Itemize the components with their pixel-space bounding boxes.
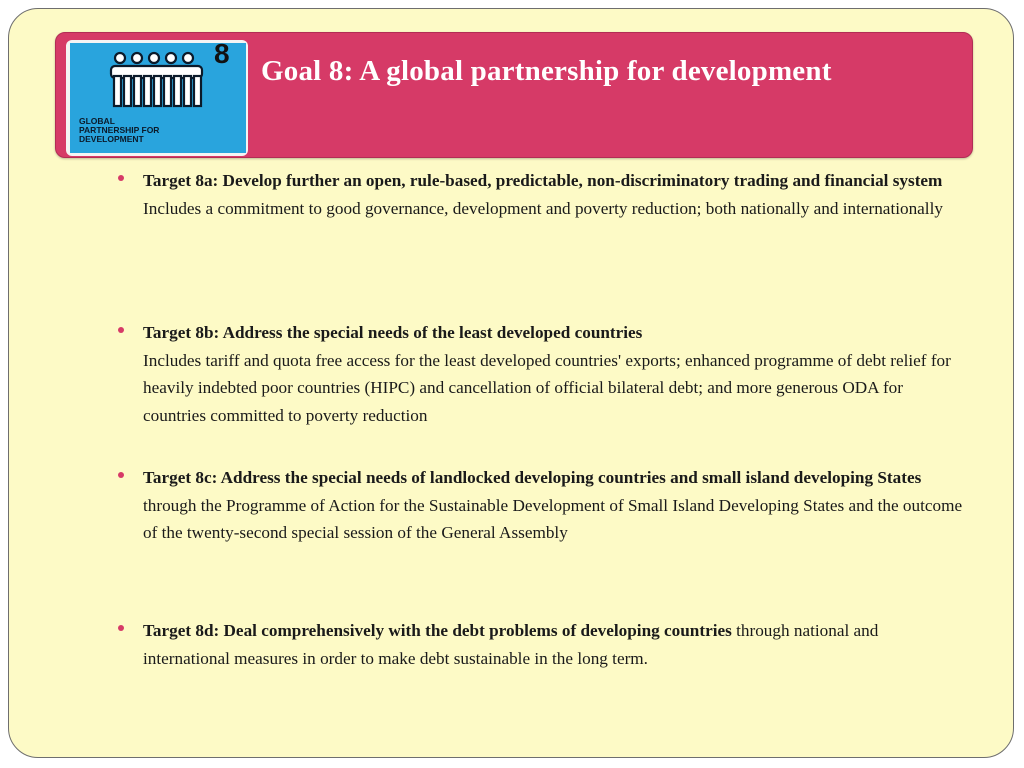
bullet-icon [118,175,124,181]
goal-number: 8 [214,38,230,69]
people-group-icon [108,50,208,112]
bullet-icon [118,472,124,478]
target-heading: Target 8b: Address the special needs of the least developed countries [143,323,643,342]
target-8c [118,464,968,547]
goal-logo-caption: GLOBAL PARTNERSHIP FOR DEVELOPMENT [79,116,160,144]
target-heading: Target 8c: Address the special needs of landlocked developing countries and small island developing States [143,468,922,487]
target-description: Includes a commitment to good governance, development and poverty reduction; both nationally and internationally [143,198,943,218]
target-description: through the Programme of Action for the Sustainable Development of Small Island Developing States and the outcome of the twenty-second special session of the General Assembly [143,495,963,542]
bullet-icon [118,327,124,333]
target-8a [118,167,968,222]
target-8b [118,319,968,429]
page-title: Goal 8: A global partnership for development [261,55,832,87]
target-description: Includes tariff and quota free access for the least developed countries' exports; enhanced programme of debt relief for heavily indebted poor countries (HIPC) and cancellation of official bilateral debt; and more generous ODA for countries committed to poverty reduction [143,350,951,425]
target-8d [118,617,968,672]
target-heading: Target 8a: Develop further an open, rule-based, predictable, non-discriminatory trading and financial system [143,171,943,190]
target-heading: Target 8d: Deal comprehensively with the debt problems of developing countries [143,621,732,640]
bullet-icon [118,625,124,631]
target-description: through national and international measures in order to make debt sustainable in the long term. [143,621,879,668]
